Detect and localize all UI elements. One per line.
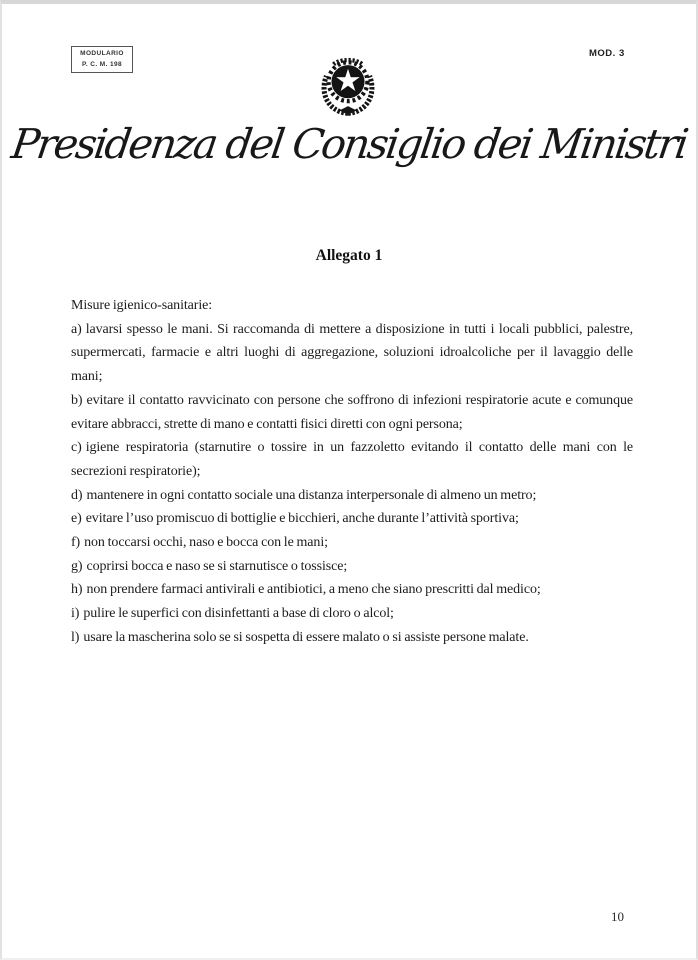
page-number: 10 bbox=[611, 909, 624, 924]
item-text: coprirsi bocca e naso se si starnutisce o tossisce; bbox=[86, 558, 348, 574]
item-label: e) bbox=[71, 511, 82, 527]
item-text: pulire le superfici con disinfettanti a base di cloro o alcol; bbox=[83, 606, 394, 622]
item-label: g) bbox=[71, 558, 83, 574]
list-item-l bbox=[71, 626, 633, 650]
list-item-h bbox=[71, 578, 633, 602]
modulario-stamp-box bbox=[71, 46, 133, 73]
list-item-d bbox=[71, 484, 633, 508]
list-item-g bbox=[71, 555, 633, 579]
item-text: mantenere in ogni contatto sociale una distanza interpersonale di almeno un metro; bbox=[86, 487, 537, 503]
list-item-b bbox=[71, 389, 633, 436]
italian-republic-emblem-icon bbox=[312, 50, 384, 122]
item-label: a) bbox=[71, 321, 82, 337]
intro-line: Misure igienico-sanitarie: bbox=[71, 298, 213, 313]
annex-title: Allegato 1 bbox=[315, 247, 383, 264]
modulario-line2: P. C. M. 198 bbox=[81, 60, 123, 68]
document-body bbox=[71, 294, 633, 650]
list-item-a bbox=[71, 318, 633, 389]
item-text: evitare l’uso promiscuo di bottiglie e bicchieri, anche durante l’attività sportiva; bbox=[85, 511, 519, 527]
item-label: c) bbox=[71, 440, 82, 456]
item-label: d) bbox=[71, 487, 83, 503]
list-item-c bbox=[71, 436, 633, 483]
list-item-i bbox=[71, 602, 633, 626]
item-text: evitare il contatto ravvicinato con persone che soffrono di infezioni respiratorie acute e comunque evitare abbracci, strette di mano e contatti fisici diretti con ogni persona; bbox=[71, 392, 633, 432]
modulario-line1: MODULARIO bbox=[80, 50, 124, 57]
item-label: l) bbox=[71, 629, 80, 645]
item-text: lavarsi spesso le mani. Si raccomanda di mettere a disposizione in tutti i locali pubblici, palestre, supermercati, farmacie e altri luoghi di aggregazione, soluzioni idroalcoliche per il lavaggio delle mani; bbox=[71, 321, 633, 385]
item-text: igiene respiratoria (starnutire o tossire in un fazzoletto evitando il contatto delle mani con le secrezioni respiratorie); bbox=[71, 440, 633, 479]
letterhead-script-title: Presidenza del Consiglio dei Ministri bbox=[8, 120, 690, 168]
list-item-f bbox=[71, 531, 633, 555]
mod-number-label: MOD. 3 bbox=[589, 48, 625, 59]
item-text: usare la mascherina solo se si sospetta di essere malato o si assiste persone malate. bbox=[83, 629, 529, 645]
item-text: non toccarsi occhi, naso e bocca con le mani; bbox=[84, 535, 328, 551]
item-label: b) bbox=[71, 392, 83, 408]
item-label: h) bbox=[71, 582, 83, 598]
item-text: non prendere farmaci antivirali e antibiotici, a meno che siano prescritti dal medico; bbox=[86, 582, 541, 598]
item-label: f) bbox=[71, 535, 81, 551]
list-item-e bbox=[71, 507, 633, 531]
item-label: i) bbox=[71, 606, 80, 622]
